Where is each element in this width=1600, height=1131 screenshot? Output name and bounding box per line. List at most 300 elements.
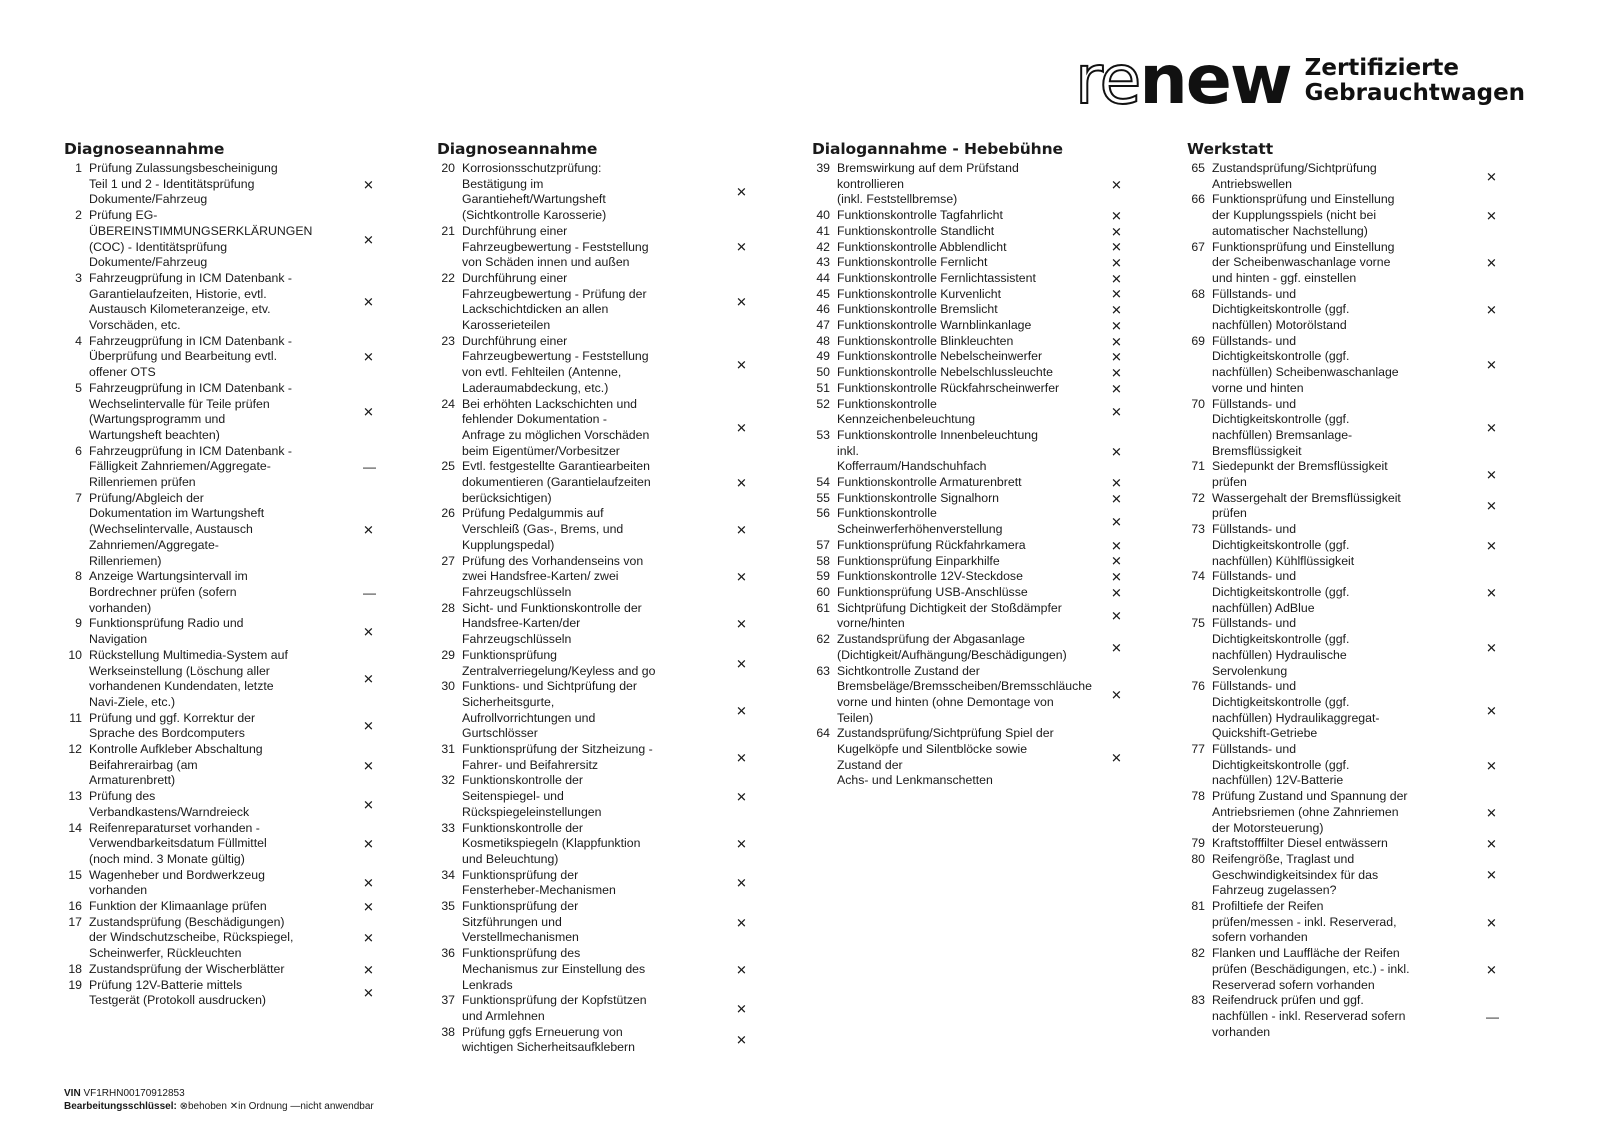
item-number: 55	[816, 490, 830, 505]
item-text: Profiltiefe der Reifen prüfen/messen - inkl. Reserverad, sofern vorhanden	[1212, 899, 1397, 945]
item-text: Funktionskontrolle Standlicht	[837, 223, 995, 238]
item-text: Prüfung des Vorhandenseins von zwei Handsfree-Karten/ zwei Fahrzeugschlüsseln	[462, 553, 644, 599]
item-number: 36	[441, 946, 455, 961]
not-applicable-icon: —	[290, 1101, 301, 1112]
status-mark-icon: ✕	[1486, 836, 1497, 852]
item-number: 15	[68, 867, 82, 882]
checklist-item	[812, 726, 1132, 789]
item-text: Sichtprüfung Dichtigkeit der Stoßdämpfer vorne/hinten	[837, 600, 1062, 631]
status-mark-icon: ✕	[1486, 420, 1497, 436]
item-number: 37	[441, 993, 455, 1008]
checklist-item	[64, 821, 384, 868]
item-text: Funktionskontrolle Tagfahrlicht	[837, 208, 1003, 223]
item-text: Funktionsprüfung Rückfahrkamera	[837, 537, 1026, 552]
item-number: 24	[441, 396, 455, 411]
status-mark-icon: ✕	[363, 294, 374, 310]
item-text: Funktionskontrolle Blinkleuchten	[837, 333, 1014, 348]
status-mark-icon: ✕	[1486, 255, 1497, 271]
checklist-item	[1187, 569, 1507, 616]
item-text: Füllstands- und Dichtigkeitskontrolle (ggf. nachfüllen) Scheibenwaschanlage vorne und hinten	[1212, 333, 1399, 395]
checklist-item	[64, 789, 384, 820]
item-number: 17	[68, 914, 82, 929]
status-mark-icon: ✕	[363, 232, 374, 248]
item-text: Funktionskontrolle Nebelscheinwerfer	[837, 349, 1043, 364]
checklist-item	[64, 444, 384, 491]
item-text: Wagenheber und Bordwerkzeug vorhanden	[89, 867, 265, 898]
status-mark-icon: ✕	[1486, 208, 1497, 224]
checklist-item	[1187, 836, 1507, 852]
item-number: 14	[68, 820, 82, 835]
vin-value: VF1RHN00170912853	[83, 1088, 185, 1099]
item-number: 3	[75, 270, 82, 285]
checklist-item	[1187, 161, 1507, 192]
item-number: 35	[441, 899, 455, 914]
status-mark-icon: ✕	[1111, 177, 1122, 193]
status-mark-icon: ✕	[1111, 271, 1122, 287]
item-text: Funktionsprüfung der Kopfstützen und Armlehnen	[462, 993, 647, 1023]
item-number: 7	[75, 490, 82, 505]
item-text: Funktionsprüfung Einparkhilfe	[837, 553, 1000, 568]
item-number: 66	[1191, 192, 1205, 207]
column-title: Dialogannahme - Hebebühne	[812, 140, 1063, 158]
legend-fixed: behoben	[187, 1101, 227, 1112]
status-mark-icon: ✕	[363, 718, 374, 734]
checklist-item	[1187, 334, 1507, 397]
item-number: 67	[1191, 239, 1205, 254]
status-mark-icon: ✕	[363, 875, 374, 891]
item-text: Funktionskontrolle der Seitenspiegel- und Rückspiegeleinstellungen	[462, 773, 602, 819]
item-number: 81	[1191, 899, 1205, 914]
item-number: 83	[1191, 993, 1205, 1008]
item-number: 22	[441, 270, 455, 285]
item-number: 5	[75, 380, 82, 395]
renew-logo	[1075, 41, 1526, 120]
checklist-item	[437, 868, 757, 899]
item-number: 9	[75, 616, 82, 631]
column-title: Werkstatt	[1187, 140, 1274, 158]
status-mark-icon: ✕	[1486, 758, 1497, 774]
item-number: 27	[441, 553, 455, 568]
status-mark-icon: ✕	[363, 758, 374, 774]
item-text: Reifendruck prüfen und ggf. nachfüllen - inkl. Reserverad sofern vorhanden	[1212, 993, 1406, 1039]
status-mark-icon: ✕	[1111, 553, 1122, 569]
checklist-item	[437, 648, 757, 679]
checklist-item	[812, 475, 1132, 491]
item-text: Funktionskontrolle 12V-Steckdose	[837, 569, 1023, 584]
item-number: 73	[1191, 522, 1205, 537]
item-text: Funktionsprüfung und Einstellung der Scheibenwaschanlage vorne und hinten - ggf. einstellen	[1212, 239, 1395, 285]
status-mark-icon: ✕	[736, 703, 747, 719]
legend-na: nicht anwendbar	[300, 1101, 374, 1112]
checklist	[812, 161, 1132, 789]
checklist-item	[437, 742, 757, 773]
item-text: Wassergehalt der Bremsflüssigkeit prüfen	[1212, 490, 1401, 521]
checklist-item	[812, 271, 1132, 287]
item-text: Füllstands- und Dichtigkeitskontrolle (ggf. nachfüllen) Kühlflüssigkeit	[1212, 522, 1355, 568]
status-mark-icon: ✕	[1111, 640, 1122, 656]
item-number: 78	[1191, 789, 1205, 804]
logo-re: re	[1075, 41, 1140, 120]
checklist-item	[1187, 789, 1507, 836]
status-mark-icon: ✕	[1111, 255, 1122, 271]
status-mark-icon: ✕	[1486, 169, 1497, 185]
item-number: 51	[816, 380, 830, 395]
column-diagnoseannahme-2	[437, 140, 757, 1056]
item-number: 54	[816, 475, 830, 490]
status-mark-icon: ✕	[1111, 286, 1122, 302]
item-text: Füllstands- und Dichtigkeitskontrolle (ggf. nachfüllen) Bremsanlage- Bremsflüssigkeit	[1212, 396, 1353, 458]
item-text: Prüfung 12V-Batterie mittels Testgerät (Protokoll ausdrucken)	[89, 977, 267, 1008]
item-text: Reifenreparaturset vorhanden - Verwendbarkeitsdatum Füllmittel (noch mind. 3 Monate gültig)	[89, 820, 267, 866]
item-text: Funktionskontrolle Nebelschlussleuchte	[837, 365, 1053, 380]
status-mark-icon: ✕	[363, 985, 374, 1001]
item-text: Durchführung einer Fahrzeugbewertung - Prüfung der Lackschichtdicken an allen Karosserieteilen	[462, 270, 647, 333]
status-mark-icon: ✕	[363, 624, 374, 640]
status-mark-icon: ✕	[1111, 239, 1122, 255]
item-text: Fahrzeugprüfung in ICM Datenbank - Fälligkeit Zahnriemen/Aggregate- Rillenriemen prüfen	[89, 443, 293, 490]
checklist-item	[64, 915, 384, 962]
checklist-item	[1187, 491, 1507, 522]
item-text: Funktion der Klimaanlage prüfen	[89, 899, 267, 914]
checklist-item	[437, 821, 757, 868]
column-title: Diagnoseannahme	[437, 140, 598, 158]
item-number: 56	[816, 506, 830, 521]
legend-line	[64, 1100, 374, 1113]
item-number: 49	[816, 349, 830, 364]
status-mark-icon: ✕	[1486, 302, 1497, 318]
status-mark-icon: ✕	[1111, 608, 1122, 624]
status-mark-icon: ✕	[1486, 962, 1497, 978]
checklist-item	[437, 554, 757, 601]
item-text: Funktionskontrolle Armaturenbrett	[837, 475, 1022, 490]
item-text: Funktionsprüfung des Mechanismus zur Einstellung des Lenkrads	[462, 946, 646, 992]
item-text: Prüfung des Verbandkastens/Warndreieck	[89, 789, 250, 819]
checklist-item	[437, 993, 757, 1024]
status-mark-icon: —	[363, 459, 376, 475]
status-mark-icon: ✕	[1111, 585, 1122, 601]
checklist-item	[64, 616, 384, 647]
item-number: 29	[441, 647, 455, 662]
checklist-item	[812, 224, 1132, 240]
item-number: 1	[75, 161, 82, 175]
item-number: 30	[441, 679, 455, 694]
status-mark-icon: ✕	[1111, 475, 1122, 491]
status-mark-icon: ✕	[1486, 703, 1497, 719]
status-mark-icon: ✕	[736, 184, 747, 200]
item-number: 32	[441, 773, 455, 788]
status-mark-icon: ✕	[736, 475, 747, 491]
checklist-item	[64, 161, 384, 208]
checklist-item	[1187, 679, 1507, 742]
status-mark-icon: ✕	[1111, 444, 1122, 459]
logo-tagline	[1305, 56, 1525, 106]
checklist-item	[812, 365, 1132, 381]
item-number: 76	[1191, 679, 1205, 694]
item-number: 46	[816, 302, 830, 317]
status-mark-icon: ✕	[1111, 491, 1122, 507]
status-mark-icon: ✕	[736, 1032, 747, 1048]
footer	[64, 1087, 374, 1113]
item-text: Zustandsprüfung (Beschädigungen) der Windschutzscheibe, Rückspiegel, Scheinwerfer, Rückleuchten	[89, 914, 294, 961]
vin-line	[64, 1087, 374, 1100]
item-text: Funktionskontrolle Kennzeichenbeleuchtung	[837, 396, 976, 427]
item-text: Evtl. festgestellte Garantiearbeiten dokumentieren (Garantielaufzeiten berücksichtigen)	[462, 459, 651, 505]
item-number: 43	[816, 255, 830, 270]
status-mark-icon: ✕	[736, 522, 747, 538]
checklist	[64, 161, 384, 1009]
item-text: Zustandsprüfung/Sichtprüfung Antriebswellen	[1212, 161, 1377, 191]
checklist-item	[1187, 459, 1507, 490]
checklist-item	[1187, 899, 1507, 946]
item-text: Reifengröße, Traglast und Geschwindigkeitsindex für das Fahrzeug zugelassen?	[1212, 851, 1379, 898]
item-text: Korrosionsschutzprüfung: Bestätigung im Garantieheft/Wartungsheft (Sichtkontrolle Karosserie)	[462, 161, 607, 223]
checklist-item	[437, 397, 757, 460]
tagline-line-2: Gebrauchtwagen	[1304, 80, 1526, 106]
item-number: 21	[441, 223, 455, 238]
checklist-item	[812, 664, 1132, 727]
item-number: 72	[1191, 490, 1205, 505]
item-number: 33	[441, 820, 455, 835]
item-text: Funktionskontrolle Scheinwerferhöhenverstellung	[837, 506, 1003, 537]
item-number: 57	[816, 537, 830, 552]
item-number: 45	[816, 286, 830, 301]
item-text: Fahrzeugprüfung in ICM Datenbank - Überprüfung und Bearbeitung evtl. offener OTS	[89, 333, 293, 380]
item-text: Prüfung und ggf. Korrektur der Sprache des Bordcomputers	[89, 710, 256, 741]
item-text: Funktionsprüfung Zentralverriegelung/Keyless and go	[462, 647, 656, 678]
item-number: 34	[441, 867, 455, 882]
status-mark-icon: ✕	[363, 522, 374, 538]
item-text: Prüfung EG- ÜBEREINSTIMMUNGSERKLÄRUNGEN (COC) - Identitätsprüfung Dokumente/Fahrzeug	[89, 208, 313, 270]
checklist-item	[1187, 993, 1507, 1040]
checklist	[1187, 161, 1507, 1040]
item-text: Flanken und Lauffläche der Reifen prüfen (Beschädigungen, etc.) - inkl. Reserverad sofern vorhanden	[1212, 946, 1410, 992]
item-number: 18	[68, 961, 82, 976]
checklist-item	[64, 962, 384, 978]
item-text: Durchführung einer Fahrzeugbewertung - Feststellung von Schäden innen und außen	[462, 223, 649, 270]
item-text: Durchführung einer Fahrzeugbewertung - Feststellung von evtl. Fehlteilen (Antenne, Laderaumabdeckung, etc.)	[462, 333, 649, 395]
item-number: 38	[441, 1024, 455, 1039]
checklist-item	[812, 585, 1132, 601]
item-text: Prüfung/Abgleich der Dokumentation im Wartungsheft (Wechselintervalle, Austausch Zahnriemen/Aggregate- Rillenriemen)	[89, 490, 265, 568]
item-number: 28	[441, 600, 455, 615]
status-mark-icon: ✕	[1111, 334, 1122, 350]
checklist-item	[64, 569, 384, 616]
column-diagnoseannahme-1	[64, 140, 384, 1009]
item-number: 68	[1191, 286, 1205, 301]
item-text: Funktionskontrolle Abblendlicht	[837, 239, 1007, 254]
item-number: 52	[816, 396, 830, 411]
status-mark-icon: ✕	[736, 294, 747, 310]
checklist-item	[437, 224, 757, 271]
item-number: 42	[816, 239, 830, 254]
checklist-item	[437, 334, 757, 397]
checklist-item	[437, 506, 757, 553]
item-text: Sicht- und Funktionskontrolle der Handsfree-Karten/der Fahrzeugschlüsseln	[462, 600, 642, 647]
item-number: 71	[1191, 459, 1205, 474]
item-text: Funktionsprüfung der Sitzheizung - Fahrer- und Beifahrersitz	[462, 742, 653, 772]
checklist-item	[1187, 397, 1507, 460]
status-mark-icon: ✕	[1111, 514, 1122, 530]
item-number: 25	[441, 459, 455, 474]
column-title: Diagnoseannahme	[64, 140, 225, 158]
item-text: Funktionskontrolle Warnblinkanlage	[837, 318, 1032, 333]
checklist-item	[812, 632, 1132, 663]
checklist-item	[1187, 946, 1507, 993]
checklist-item	[1187, 287, 1507, 334]
item-text: Prüfung Zulassungsbescheinigung Teil 1 und 2 - Identitätsprüfung Dokumente/Fahrzeug	[89, 161, 278, 207]
item-number: 19	[68, 977, 82, 992]
item-number: 82	[1191, 946, 1205, 961]
checklist-item	[812, 491, 1132, 507]
item-number: 63	[816, 663, 830, 678]
status-mark-icon: ✕	[1111, 365, 1122, 381]
item-number: 60	[816, 584, 830, 599]
checklist-item	[1187, 240, 1507, 287]
status-mark-icon: ✕	[363, 797, 374, 813]
ok-icon: ✕	[229, 1101, 239, 1112]
item-text: Siedepunkt der Bremsflüssigkeit prüfen	[1212, 459, 1388, 490]
status-mark-icon: ✕	[363, 349, 374, 365]
status-mark-icon: ✕	[1111, 208, 1122, 224]
tagline-line-1: Zertifizierte	[1304, 55, 1460, 81]
checklist-item	[1187, 852, 1507, 899]
item-number: 69	[1191, 333, 1205, 348]
item-number: 31	[441, 742, 455, 757]
status-mark-icon: ✕	[1486, 640, 1497, 656]
status-mark-icon: —	[363, 585, 376, 601]
checklist-item	[437, 946, 757, 993]
checklist-item	[812, 208, 1132, 224]
checklist-item	[64, 271, 384, 334]
status-mark-icon: ✕	[736, 1001, 747, 1017]
status-mark-icon: ✕	[736, 750, 747, 766]
status-mark-icon: ✕	[363, 899, 374, 915]
status-mark-icon: ✕	[1486, 867, 1497, 883]
logo-new: new	[1139, 41, 1291, 120]
item-text: Füllstands- und Dichtigkeitskontrolle (ggf. nachfüllen) AdBlue	[1212, 569, 1350, 615]
checklist-item	[64, 381, 384, 444]
checklist-item	[437, 1025, 757, 1056]
checklist-item	[64, 742, 384, 789]
status-mark-icon: ✕	[1486, 915, 1497, 931]
checklist-item	[812, 302, 1132, 318]
item-text: Prüfung Zustand und Spannung der Antriebsriemen (ohne Zahnriemen der Motorsteuerung)	[1212, 789, 1408, 835]
status-mark-icon: ✕	[736, 420, 747, 436]
item-text: Funktionskontrolle Bremslicht	[837, 302, 998, 317]
status-mark-icon: ✕	[736, 616, 747, 632]
checklist-item	[437, 773, 757, 820]
status-mark-icon: ✕	[1111, 569, 1122, 585]
checklist-item	[64, 491, 384, 570]
column-dialogannahme	[812, 140, 1132, 789]
item-text: Prüfung ggfs Erneuerung von wichtigen Sicherheitsaufklebern	[462, 1024, 635, 1055]
item-text: Funktionsprüfung der Fensterheber-Mechanismen	[462, 867, 616, 898]
legend-label: Bearbeitungsschlüssel:	[64, 1101, 177, 1112]
status-mark-icon: ✕	[1486, 498, 1497, 514]
checklist-item	[812, 255, 1132, 271]
item-text: Füllstands- und Dichtigkeitskontrolle (ggf. nachfüllen) Motorölstand	[1212, 286, 1350, 333]
status-mark-icon: ✕	[736, 357, 747, 373]
item-text: Füllstands- und Dichtigkeitskontrolle (ggf. nachfüllen) Hydraulikaggregat- Quickshift-Getriebe	[1212, 679, 1380, 741]
item-text: Fahrzeugprüfung in ICM Datenbank - Wechselintervalle für Teile prüfen (Wartungsprogramm und Wartungsheft beachten)	[89, 380, 293, 442]
item-number: 6	[75, 443, 82, 458]
status-mark-icon: —	[1486, 1009, 1499, 1025]
item-text: Bremswirkung auf dem Prüfstand kontrollieren (inkl. Feststellbremse)	[837, 161, 1019, 207]
checklist-item	[437, 271, 757, 334]
checklist-item	[437, 161, 757, 224]
status-mark-icon: ✕	[1486, 585, 1497, 601]
item-text: Funktionskontrolle Rückfahrscheinwerfer	[837, 380, 1060, 395]
checklist-item	[437, 679, 757, 742]
checklist-item	[812, 397, 1132, 428]
item-text: Prüfung Pedalgummis auf Verschleiß (Gas-, Brems, und Kupplungspedal)	[462, 506, 624, 552]
item-number: 59	[816, 569, 830, 584]
status-mark-icon: ✕	[363, 930, 374, 946]
status-mark-icon: ✕	[1111, 687, 1122, 703]
item-number: 23	[441, 333, 455, 348]
checklist-item	[437, 601, 757, 648]
checklist-item	[1187, 522, 1507, 569]
item-text: Füllstands- und Dichtigkeitskontrolle (ggf. nachfüllen) 12V-Batterie	[1212, 742, 1350, 788]
status-mark-icon: ✕	[1111, 302, 1122, 318]
status-mark-icon: ✕	[1111, 538, 1122, 554]
item-number: 8	[75, 569, 82, 584]
checklist-item	[812, 428, 1132, 475]
status-mark-icon: ✕	[1111, 318, 1122, 334]
status-mark-icon: ✕	[736, 656, 747, 671]
item-number: 80	[1191, 851, 1205, 866]
checklist	[437, 161, 757, 1056]
item-text: Zustandsprüfung der Wischerblätter	[89, 961, 285, 976]
item-text: Kontrolle Aufkleber Abschaltung Beifahrerairbag (am Armaturenbrett)	[89, 742, 263, 788]
checklist-item	[812, 349, 1132, 365]
item-number: 10	[68, 647, 82, 662]
item-text: Zustandsprüfung/Sichtprüfung Spiel der Kugelköpfe und Silentblöcke sowie Zustand der Achs- und Lenkmanschetten	[837, 726, 1054, 788]
item-number: 58	[816, 553, 830, 568]
column-werkstatt	[1187, 140, 1507, 1040]
checklist-item	[812, 554, 1132, 570]
checklist-item	[437, 899, 757, 946]
checklist-item	[64, 334, 384, 381]
item-number: 70	[1191, 396, 1205, 411]
item-number: 53	[816, 427, 830, 442]
checklist-item	[1187, 616, 1507, 679]
checklist-item	[812, 538, 1132, 554]
status-mark-icon: ✕	[736, 875, 747, 891]
item-number: 77	[1191, 742, 1205, 757]
status-mark-icon: ✕	[363, 962, 374, 978]
item-number: 11	[69, 710, 82, 725]
item-number: 64	[816, 726, 830, 741]
checklist-item	[64, 208, 384, 271]
checklist-item	[1187, 742, 1507, 789]
status-mark-icon: ✕	[363, 177, 374, 193]
item-text: Funktionsprüfung Radio und Navigation	[89, 616, 244, 647]
checklist-item	[1187, 192, 1507, 239]
item-text: Bei erhöhten Lackschichten und fehlender Dokumentation - Anfrage zu möglichen Vorschäden beim Eigentümer/Vorbesitzer	[462, 396, 650, 458]
item-text: Funktionsprüfung der Sitzführungen und Verstellmechanismen	[462, 899, 579, 945]
checklist-item	[812, 318, 1132, 334]
status-mark-icon: ✕	[736, 836, 747, 852]
status-mark-icon: ✕	[1111, 224, 1122, 240]
checklist-item	[812, 381, 1132, 397]
item-text: Funktionskontrolle Fernlichtassistent	[837, 270, 1036, 285]
status-mark-icon: ✕	[1486, 805, 1497, 821]
checklist-item	[64, 868, 384, 899]
checklist-item	[812, 334, 1132, 350]
checklist-item	[812, 569, 1132, 585]
item-number: 26	[441, 506, 455, 521]
